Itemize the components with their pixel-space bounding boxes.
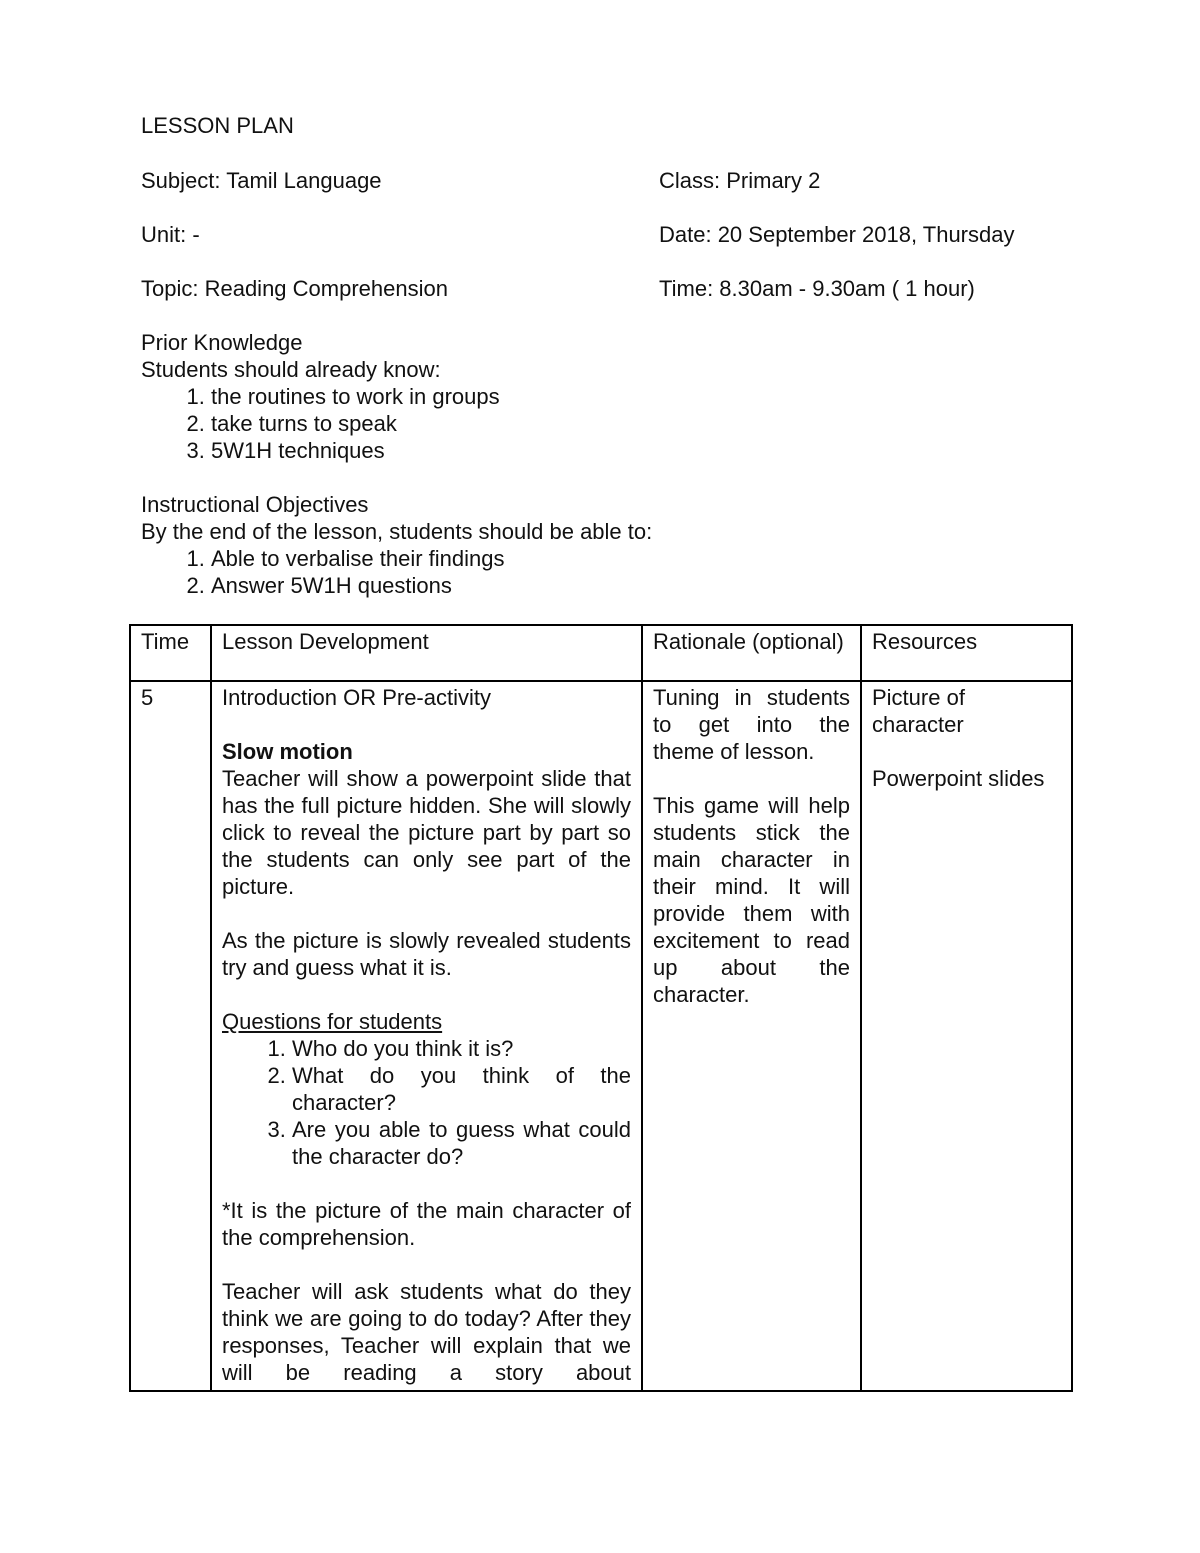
header-resources: Resources [861, 625, 1072, 681]
activity-name: Slow motion [222, 739, 353, 764]
objectives-list [141, 545, 1041, 599]
document-title: LESSON PLAN [141, 113, 294, 138]
meta-row-topic [141, 275, 1101, 302]
list-item: 1. Able to verbalise their findings [211, 545, 1041, 572]
table-header-row [130, 625, 1072, 681]
prior-knowledge-section [141, 329, 1041, 464]
objectives-heading: Instructional Objectives [141, 492, 369, 517]
meta-row-subject [141, 167, 1101, 194]
cell-rationale [642, 681, 861, 1391]
questions-heading: Questions for students [222, 1009, 443, 1034]
rationale-paragraph: This game will help students stick the main character in their mind. It will provide them with excitement to read up about the character. [653, 793, 850, 1007]
topic-field: Topic: Reading Comprehension [141, 276, 448, 301]
time-field: Time: 8.30am - 9.30am ( 1 hour) [659, 276, 975, 301]
picture-note: *It is the picture of the main character of the comprehension. [222, 1198, 631, 1250]
date-field: Date: 20 September 2018, Thursday [659, 222, 1015, 247]
prior-knowledge-list [141, 383, 1041, 464]
objectives-intro: By the end of the lesson, students should be able to: [141, 519, 653, 544]
prior-knowledge-intro: Students should already know: [141, 357, 441, 382]
activity-description: Teacher will show a powerpoint slide that has the full picture hidden. She will slowly click to reveal the picture part by part so the students can only see part of the picture. [222, 766, 631, 899]
table-row [130, 681, 1072, 1391]
prior-knowledge-heading: Prior Knowledge [141, 330, 303, 355]
closing-text: Teacher will ask students what do they think we are going to do today? After they responses, Teacher will explain that we will be reading a story about [222, 1279, 631, 1385]
lesson-table [129, 624, 1073, 1392]
development-title: Introduction OR Pre-activity [222, 685, 491, 710]
list-item: 2. take turns to speak [211, 410, 1041, 437]
header-time: Time [130, 625, 211, 681]
class-field: Class: Primary 2 [659, 168, 821, 193]
meta-row-unit [141, 221, 1101, 248]
cell-time [130, 681, 211, 1391]
list-item: 1. the routines to work in groups [211, 383, 1041, 410]
header-development: Lesson Development [211, 625, 642, 681]
resources-content [872, 684, 1061, 1390]
list-item: 3. 5W1H techniques [211, 437, 1041, 464]
reveal-description: As the picture is slowly revealed students try and guess what it is. [222, 928, 631, 980]
header-rationale: Rationale (optional) [642, 625, 861, 681]
development-content [222, 684, 631, 1390]
subject-field: Subject: Tamil Language [141, 168, 382, 193]
time-value: 5 [141, 685, 154, 710]
unit-field: Unit: - [141, 222, 200, 247]
list-item: 2. What do you think of the character? [292, 1062, 631, 1116]
questions-list [222, 1035, 631, 1170]
cell-resources [861, 681, 1072, 1391]
list-item: 1. Who do you think it is? [292, 1035, 631, 1062]
resource-item: Powerpoint slides [872, 766, 1045, 791]
list-item: 2. Answer 5W1H questions [211, 572, 1041, 599]
objectives-section [141, 491, 1041, 599]
cell-development [211, 681, 642, 1391]
resource-item: Picture of character [872, 685, 965, 737]
rationale-paragraph: Tuning in students to get into the theme of lesson. [653, 685, 850, 764]
rationale-content [653, 684, 850, 1390]
list-item: 3. Are you able to guess what could the character do? [292, 1116, 631, 1170]
